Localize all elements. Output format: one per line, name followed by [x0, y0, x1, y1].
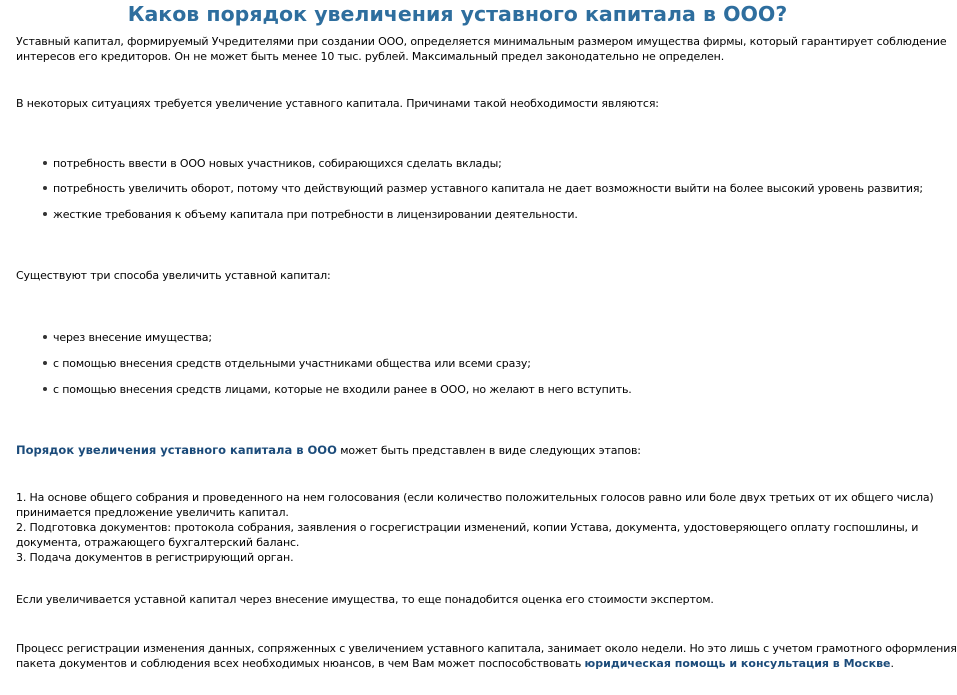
step-3-line-1: 3. Подача документов в регистрирующий орган. — [16, 551, 294, 564]
legal-help-link[interactable]: юридическая помощь и консультация в Москве — [584, 657, 891, 670]
bullet-icon — [43, 361, 47, 365]
step-2-line-2: документа, отражающего бухгалтерский баланс. — [16, 536, 300, 549]
list-item-text: через внесение имущества; — [53, 331, 212, 344]
procedure-intro — [16, 443, 856, 458]
list-item — [43, 330, 212, 345]
bullet-icon — [43, 161, 47, 165]
reasons-lead: В некоторых ситуациях требуется увеличение уставного капитала. Причинами такой необходимости являются: — [16, 97, 659, 110]
list-item — [43, 181, 923, 196]
intro-line-1: Уставный капитал, формируемый Учредителями при создании ООО, определяется минимальным размером имущества фирмы, который гарантирует соблюдение — [16, 35, 947, 48]
closing-line-2-suffix: . — [890, 657, 894, 670]
list-item — [43, 207, 578, 222]
list-item-text: с помощью внесения средств отдельными участниками общества или всеми сразу; — [53, 357, 531, 370]
closing-line-2 — [16, 656, 894, 671]
list-item — [43, 356, 531, 371]
list-item-text: с помощью внесения средств лицами, которые не входили ранее в ООО, но желают в него вступить. — [53, 383, 632, 396]
bullet-icon — [43, 387, 47, 391]
procedure-heading: Порядок увеличения уставного капитала в ООО — [16, 443, 337, 457]
procedure-steps — [16, 490, 934, 565]
bullet-icon — [43, 212, 47, 216]
list-item — [43, 382, 632, 397]
intro-paragraph — [16, 34, 947, 64]
page-title: Каков порядок увеличения уставного капитала в ООО? — [127, 2, 788, 26]
bullet-icon — [43, 335, 47, 339]
step-2-line-1: 2. Подготовка документов: протокола собрания, заявления о госрегистрации изменений, копии Устава, документа, удостоверяющего оплату госпошлины, и — [16, 521, 919, 534]
list-item-text: жесткие требования к объему капитала при потребности в лицензировании деятельности. — [53, 208, 578, 221]
appraisal-note: Если увеличивается уставной капитал через внесение имущества, то еще понадобится оценка его стоимости экспертом. — [16, 593, 714, 606]
closing-paragraph — [16, 641, 957, 671]
step-1-line-1: 1. На основе общего собрания и проведенного на нем голосования (если количество положительных голосов равно или боле двух третьих от их общего числа) — [16, 491, 934, 504]
bullet-icon — [43, 186, 47, 190]
list-item-text: потребность увеличить оборот, потому что действующий размер уставного капитала не дает возможности выйти на более высокий уровень развития; — [53, 182, 923, 195]
step-1-line-2: принимается предложение увеличить капитал. — [16, 506, 289, 519]
methods-lead: Существуют три способа увеличить уставной капитал: — [16, 269, 331, 282]
closing-line-2-prefix: пакета документов и соблюдения всех необходимых нюансов, в чем Вам может поспособствовать — [16, 657, 585, 670]
closing-line-1: Процесс регистрации изменения данных, сопряженных с увеличением уставного капитала, занимает около недели. Но это лишь с учетом грамотного оформления — [16, 642, 957, 655]
list-item — [43, 156, 502, 171]
intro-line-2: интересов его кредиторов. Он не может быть менее 10 тыс. рублей. Максимальный предел законодательно не определен. — [16, 50, 725, 63]
list-item-text: потребность ввести в ООО новых участников, собирающихся сделать вклады; — [53, 157, 502, 170]
procedure-heading-tail: может быть представлен в виде следующих этапов: — [336, 444, 641, 457]
